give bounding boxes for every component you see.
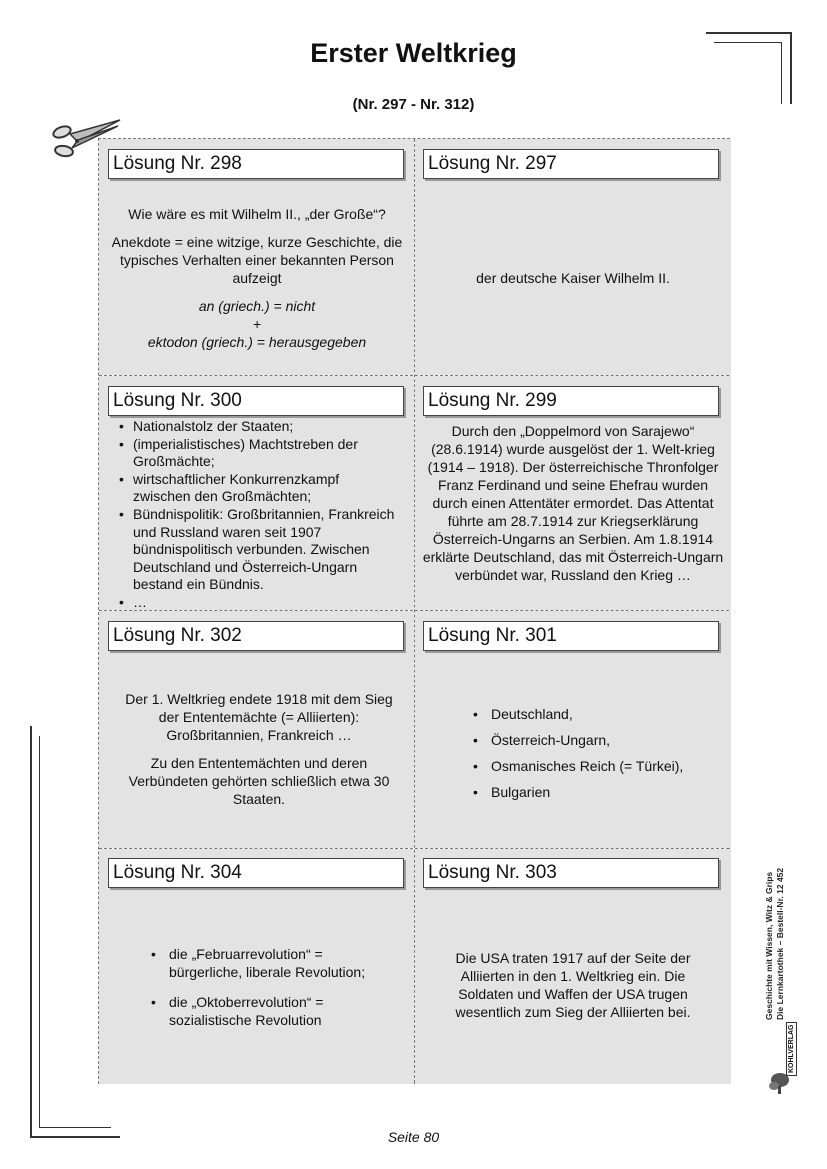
card-303-label: Lösung Nr. 303 — [423, 858, 719, 888]
card-299-label: Lösung Nr. 299 — [423, 386, 719, 416]
page-subtitle: (Nr. 297 - Nr. 312) — [352, 96, 475, 113]
frame-bottom-left-inner-v — [39, 736, 40, 1128]
list-item: • wirtschaftlicher Konkurrenzkampf zwischen den Großmächten; — [117, 471, 397, 506]
frame-bottom-left-vertical — [30, 726, 32, 1138]
list-item: • Nationalstolz der Staaten; — [117, 418, 397, 436]
card-299-text: Durch den „Doppelmord von Sarajewo“ (28.6.1914) wurde ausgelöst der 1. Welt-krieg (1914 – 1918). Der österreichische Thronfolger Franz Ferdinand und seine Ehefrau wurden durch einen Attentäter ermordet. Das Attentat führte am 28.7.1914 zur Kriegserklärung Österreich-Ungarns an Serbien. Am 1.8.1914 erklärte Deutschland, das mit Österreich-Ungarn verbündet war, Russland den Krieg … — [422, 423, 724, 583]
card-301-list — [471, 701, 721, 805]
list-item: • Bündnispolitik: Großbritannien, Frankreich und Russland waren seit 1907 bündnispolitisch verbunden. Zwischen Deutschland und Österreich-Ungarn bestand ein Bündnis. — [117, 506, 397, 594]
list-item: • die „Oktoberrevolution“ = sozialistische Revolution — [149, 993, 399, 1029]
card-302-text1: Der 1. Weltkrieg endete 1918 mit dem Sieg der Ententemächte (= Alliierten): Großbritannien, Frankreich … — [125, 691, 393, 743]
card-298-label: Lösung Nr. 298 — [108, 149, 404, 179]
card-303-text: Die USA traten 1917 auf der Seite der Alliierten in den 1. Weltkrieg ein. Die Soldaten und Waffen der USA trugen wesentlich zum Sieg der Alliierten bei. — [455, 950, 691, 1020]
list-item: • Österreich-Ungarn, — [471, 727, 721, 753]
list-item: • die „Februarrevolution“ = bürgerliche, liberale Revolution; — [149, 945, 399, 981]
card-302-text2: Zu den Ententemächten und deren Verbündeten gehörten schließlich etwa 30 Staaten. — [128, 755, 390, 807]
side-line2: Die Lernkartothek – Bestell-Nr. 12 452 — [775, 867, 785, 1020]
card-298-line4: + — [252, 316, 262, 332]
page-title: Erster Weltkrieg — [310, 38, 517, 68]
list-item: • Osmanisches Reich (= Türkei), — [471, 753, 721, 779]
card-301-body — [471, 701, 721, 805]
card-304-list — [149, 945, 399, 1029]
cut-line-3 — [99, 848, 729, 849]
frame-bottom-left-inner-h — [39, 1127, 111, 1128]
card-302-label: Lösung Nr. 302 — [108, 621, 404, 651]
card-298-line2: Anekdote = eine witzige, kurze Geschichte, die typisches Verhalten einer bekannten Person aufzeigt — [111, 234, 403, 286]
card-297-label: Lösung Nr. 297 — [423, 149, 719, 179]
card-298-line1: Wie wäre es mit Wilhelm II., „der Große“? — [128, 206, 386, 222]
card-298-line3: an (griech.) = nicht — [198, 298, 316, 314]
card-297-text: der deutsche Kaiser Wilhelm II. — [476, 270, 670, 286]
side-line1: Geschichte mit Wissen, Witz & Grips — [764, 871, 774, 1020]
card-300-list — [117, 418, 397, 612]
card-300-body — [117, 418, 397, 612]
card-304-label: Lösung Nr. 304 — [108, 858, 404, 888]
card-300-label: Lösung Nr. 300 — [108, 386, 404, 416]
list-item: • (imperialistisches) Machtstreben der Großmächte; — [117, 436, 397, 471]
side-publisher-text — [764, 770, 804, 1020]
frame-top-right-horizontal — [706, 32, 792, 34]
list-item: • Bulgarien — [471, 779, 721, 805]
list-item: • … — [117, 594, 397, 612]
card-304-body — [149, 945, 399, 1029]
publisher-logo-text: KOHLVERLAG — [786, 1022, 797, 1076]
card-301-label: Lösung Nr. 301 — [423, 621, 719, 651]
card-298-line5: ektodon (griech.) = herausgegeben — [147, 334, 367, 350]
cut-line-vertical — [414, 139, 415, 1083]
page-number: Seite 80 — [387, 1129, 440, 1145]
list-item: • Deutschland, — [471, 701, 721, 727]
card-298-body — [109, 205, 405, 351]
card-grid — [98, 138, 730, 1084]
cut-line-1 — [99, 375, 729, 376]
card-302-body — [121, 690, 397, 816]
